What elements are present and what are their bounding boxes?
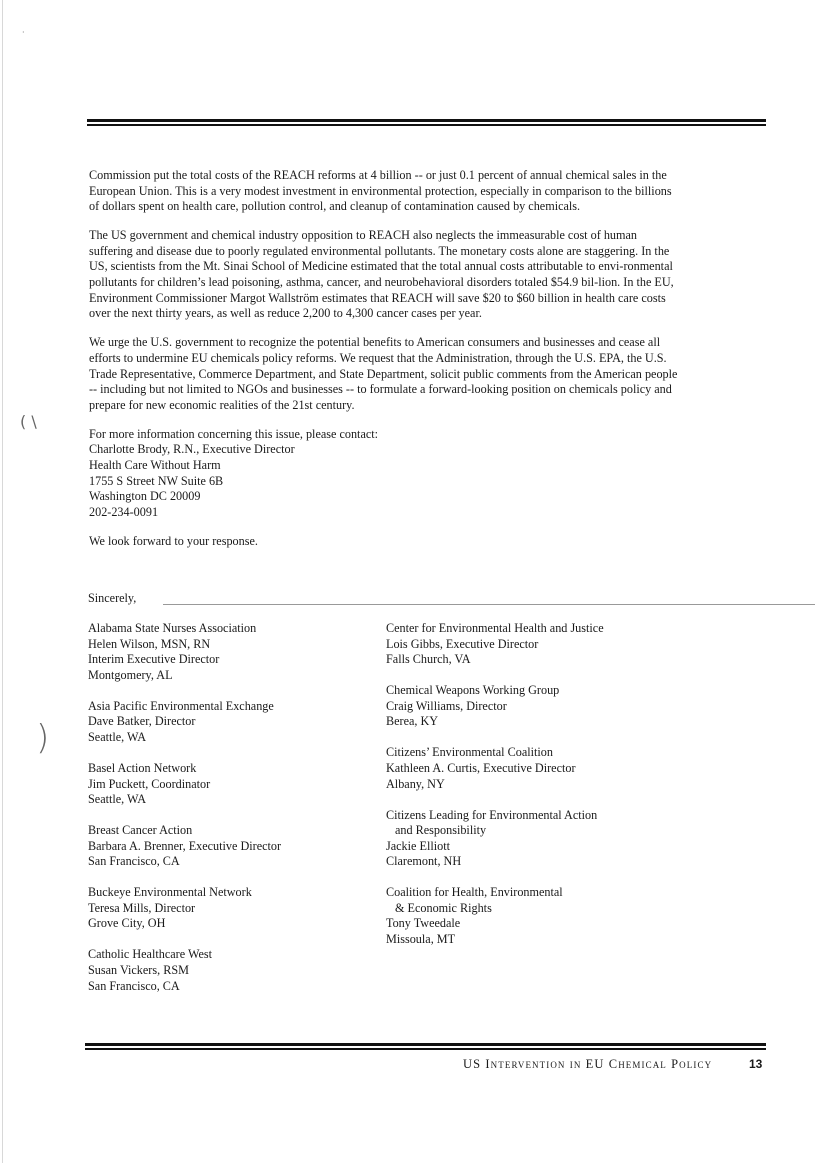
header-rule-thin <box>87 124 766 126</box>
signatory-org: Basel Action Network <box>88 760 197 775</box>
signatory-org: Breast Cancer Action <box>88 823 193 838</box>
signatory-org: Citizens Leading for Environmental Action <box>386 807 598 822</box>
signatory-location: Missoula, MT <box>386 932 456 947</box>
signatory-location: Montgomery, AL <box>88 667 173 682</box>
page-number: 13 <box>749 1057 763 1071</box>
signatory-entry <box>386 745 686 792</box>
signatory-entry <box>88 761 388 808</box>
signatory-location: Seattle, WA <box>88 729 146 744</box>
signatory-org-continued: & Economic Rights <box>395 900 492 915</box>
signatory-org: Asia Pacific Environmental Exchange <box>88 698 274 713</box>
signatories-left-column <box>88 621 388 1010</box>
letter-body <box>89 168 679 563</box>
contact-name: Charlotte Brody, R.N., Executive Director <box>89 442 295 457</box>
signatory-person: Craig Williams, Director <box>386 698 507 713</box>
signatory-title: Interim Executive Director <box>88 652 220 667</box>
sign-off: Sincerely, <box>88 591 137 605</box>
signatory-entry <box>386 808 686 870</box>
signatory-location: Seattle, WA <box>88 792 146 807</box>
signatory-location: Grove City, OH <box>88 916 166 931</box>
signatory-location: Claremont, NH <box>386 854 462 869</box>
signatory-location: San Francisco, CA <box>88 854 180 869</box>
signatory-org: Alabama State Nurses Association <box>88 621 257 635</box>
signatory-location: Berea, KY <box>386 714 439 729</box>
signatory-org: Chemical Weapons Working Group <box>386 683 560 698</box>
signatory-person: Susan Vickers, RSM <box>88 963 189 978</box>
contact-address-line-2: Washington DC 20009 <box>89 489 201 504</box>
running-title: US Intervention in EU Chemical Policy <box>463 1057 713 1071</box>
signatory-location: Falls Church, VA <box>386 652 471 667</box>
signatory-person: Helen Wilson, MSN, RN <box>88 636 211 651</box>
signatory-org-continued: and Responsibility <box>395 823 487 838</box>
signatory-entry <box>88 699 388 746</box>
signatory-person: Jim Puckett, Coordinator <box>88 776 211 791</box>
signatory-person: Tony Tweedale <box>386 916 461 931</box>
signatory-person: Barbara A. Brenner, Executive Director <box>88 838 282 853</box>
paragraph: Commission put the total costs of the REACH reforms at 4 billion -- or just 0.1 percent of annual chemical sales in the European Union. This is a very modest investment in environmental protection, especially in comparison to the billions of dollars spent on health care, pollution control, and cleanup of contamination caused by chemicals. <box>89 168 672 214</box>
signatory-entry <box>88 885 388 932</box>
signatory-location: San Francisco, CA <box>88 978 180 993</box>
signatory-person: Dave Batker, Director <box>88 714 196 729</box>
signatory-person: Teresa Mills, Director <box>88 900 196 915</box>
signatory-person: Lois Gibbs, Executive Director <box>386 636 539 651</box>
scan-speck: · <box>22 28 25 37</box>
contact-block <box>89 427 679 521</box>
signatory-org: Center for Environmental Health and Justice <box>386 621 604 635</box>
footer-rule-thick <box>85 1043 766 1046</box>
signatory-org: Citizens’ Environmental Coalition <box>386 745 553 760</box>
signatory-entry <box>88 823 388 870</box>
signatory-org: Buckeye Environmental Network <box>88 885 252 900</box>
signatory-org: Coalition for Health, Environmental <box>386 885 563 900</box>
binder-hole-mark: ( \ <box>20 412 37 431</box>
footer-rule-thin <box>85 1048 766 1050</box>
signatory-entry <box>386 885 686 947</box>
signatory-entry <box>386 683 686 730</box>
signatory-org: Catholic Healthcare West <box>88 947 213 962</box>
signatory-entry <box>88 947 388 994</box>
contact-intro: For more information concerning this issue, please contact: <box>89 426 379 441</box>
paragraph: The US government and chemical industry opposition to REACH also neglects the immeasurable cost of human suffering and disease due to poorly regulated environmental pollutants. The monetary costs alone are staggering. In the US, scientists from the Mt. Sinai School of Medicine estimated that the total annual costs attributable to envi-ronmental pollutants for children’s lead poisoning, asthma, cancer, and neurobehavioral disorders totaled $54.9 bil-lion. In the EU, Environment Commissioner Margot Wallström estimates that REACH will save $20 to $60 billion in health care costs over the next thirty years, as well as reduce 2,200 to 4,300 cancer cases per year. <box>89 228 674 321</box>
signatory-person: Jackie Elliott <box>386 838 450 853</box>
closing-note: We look forward to your response. <box>89 533 258 548</box>
signatory-location: Albany, NY <box>386 776 445 791</box>
contact-org: Health Care Without Harm <box>89 458 221 472</box>
sign-off-row <box>88 591 818 609</box>
scan-edge-line <box>2 0 3 1163</box>
signatory-entry <box>386 621 686 668</box>
contact-phone: 202-234-0091 <box>89 504 159 519</box>
contact-address-line-1: 1755 S Street NW Suite 6B <box>89 473 224 488</box>
signatory-person: Kathleen A. Curtis, Executive Director <box>386 760 576 775</box>
signatories-right-column <box>386 621 686 963</box>
signatory-entry <box>88 621 388 683</box>
signature-line <box>163 604 815 605</box>
paragraph: We urge the U.S. government to recognize the potential benefits to American consumers and businesses and cease all efforts to undermine EU chemicals policy reforms. We request that the Administration, through the U.S. EPA, the U.S. Trade Representative, Commerce Department, and State Department, solicit public comments from the American people -- including but not limited to NGOs and businesses -- to formulate a forward-looking position on chemicals policy and prepare for new economic realities of the 21st century. <box>89 335 678 412</box>
binder-hole-mark-2: ) <box>36 718 50 758</box>
header-rule-thick <box>87 119 766 122</box>
